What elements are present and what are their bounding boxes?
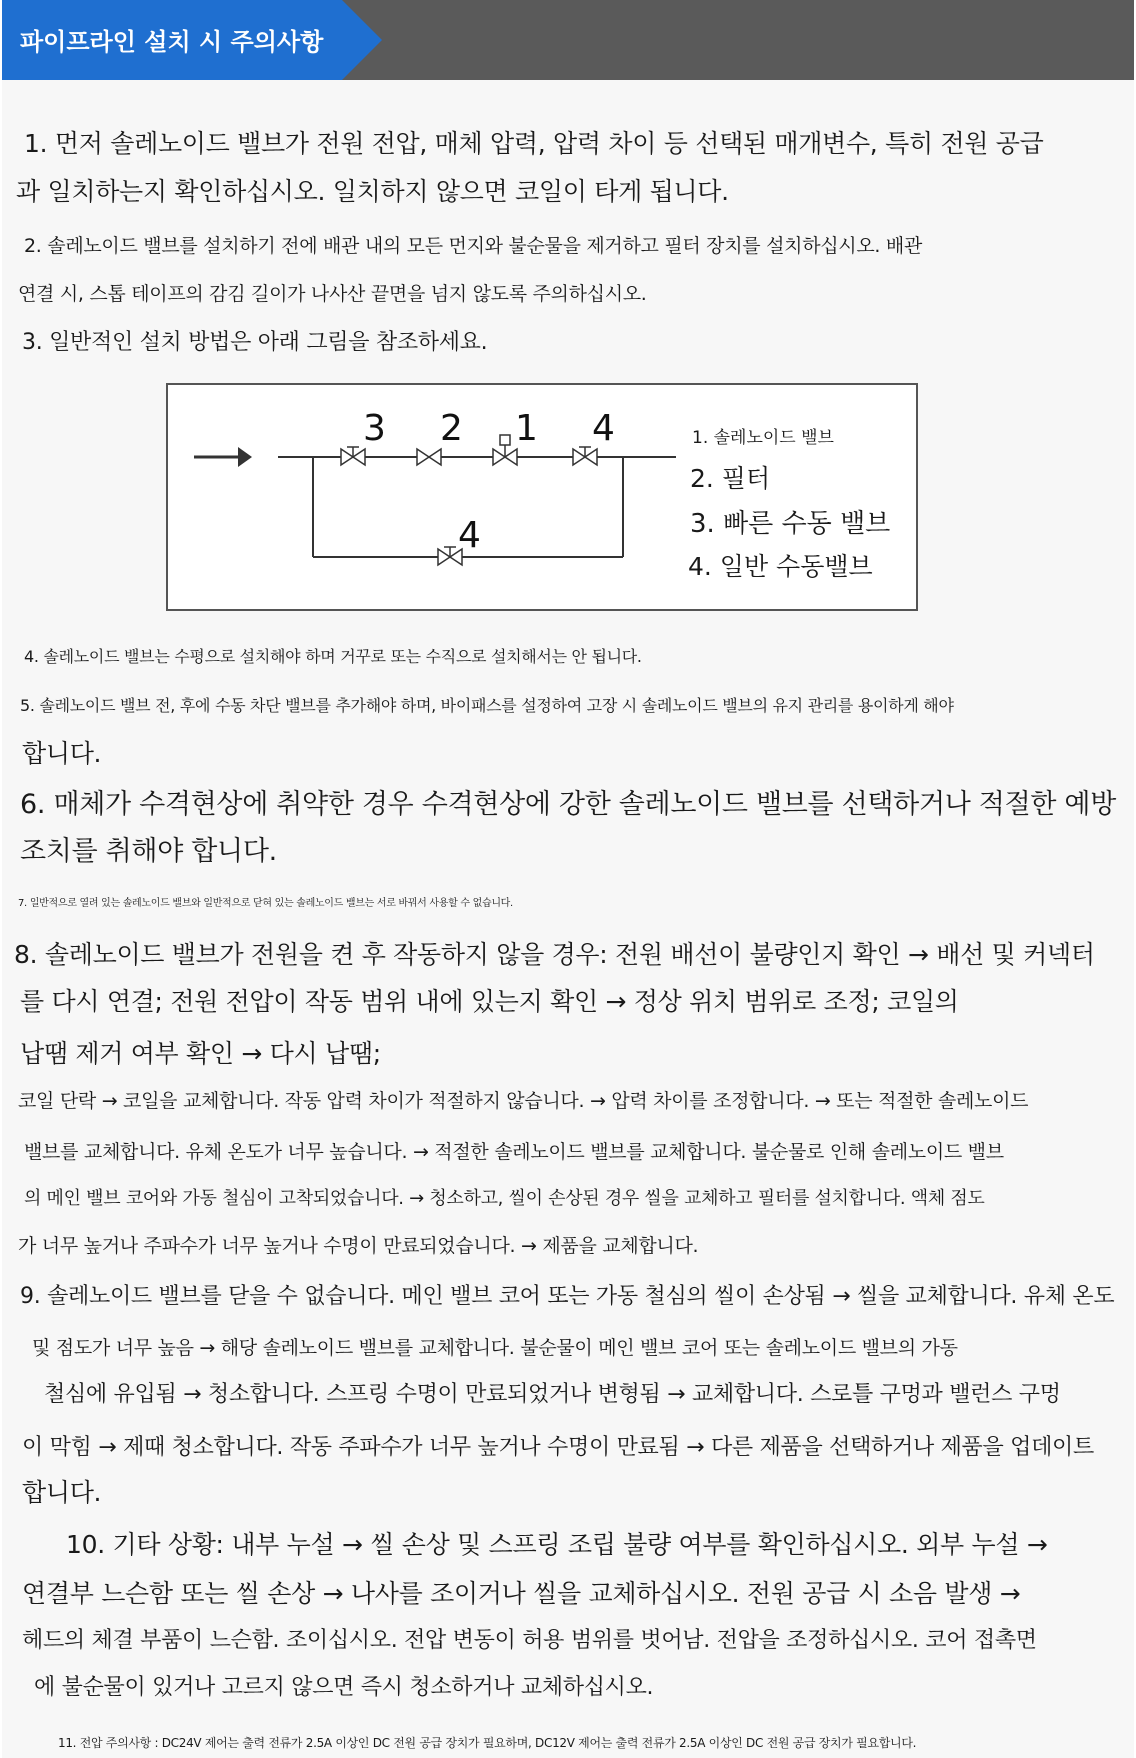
valve-solenoid bbox=[493, 435, 517, 465]
diagram-label-4: 4 bbox=[592, 408, 615, 449]
note-8-line-f: 의 메인 밸브 코어와 가동 철심이 고착되었습니다. → 청소하고, 씰이 손상된 경우 씰을 교체하고 필터를 설치합니다. 액체 점도 bbox=[24, 1188, 985, 1209]
note-5-line-b: 합니다. bbox=[22, 739, 102, 768]
legend-item-solenoid: 1. 솔레노이드 밸브 bbox=[692, 428, 834, 448]
note-9-line-b: 및 점도가 너무 높음 → 해당 솔레노이드 밸브를 교체합니다. 불순물이 메인 밸브 코어 또는 솔레노이드 밸브의 가동 bbox=[32, 1337, 958, 1359]
note-10-line-b: 연결부 느슨함 또는 씰 손상 → 나사를 조이거나 씰을 교체하십시오. 전원 공급 시 소음 발생 → bbox=[22, 1579, 1021, 1608]
note-11: 11. 전압 주의사항 : DC24V 제어는 출력 전류가 2.5A 이상인 DC 전원 공급 장치가 필요하며, DC12V 제어는 출력 전류가 2.5A 이상인 DC 전원 공급 장치가 필요합니다. bbox=[58, 1736, 917, 1750]
note-9-line-e: 합니다. bbox=[22, 1478, 102, 1507]
note-7: 7. 일반적으로 열려 있는 솔레노이드 밸브와 일반적으로 닫혀 있는 솔레노이드 밸브는 서로 바꿔서 사용할 수 없습니다. bbox=[18, 898, 513, 909]
note-9-line-c: 철심에 유입됨 → 청소합니다. 스프링 수명이 만료되었거나 변형됨 → 교체합니다. 스로틀 구멍과 밸런스 구멍 bbox=[44, 1382, 1061, 1407]
legend-item-filter: 2. 필터 bbox=[690, 464, 771, 493]
note-8-line-e: 밸브를 교체합니다. 유체 온도가 너무 높습니다. → 적절한 솔레노이드 밸브를 교체합니다. 불순물로 인해 솔레노이드 밸브 bbox=[24, 1141, 1004, 1163]
note-4: 4. 솔레노이드 밸브는 수평으로 설치해야 하며 거꾸로 또는 수직으로 설치해서는 안 됩니다. bbox=[24, 647, 642, 666]
note-6-line-a: 6. 매체가 수격현상에 취약한 경우 수격현상에 강한 솔레노이드 밸브를 선택하거나 적절한 예방 bbox=[20, 789, 1116, 820]
note-2-line-a: 2. 솔레노이드 밸브를 설치하기 전에 배관 내의 모든 먼지와 불순물을 제거하고 필터 장치를 설치하십시오. 배관 bbox=[24, 235, 923, 257]
valve-quick-manual bbox=[341, 447, 365, 465]
note-8-line-g: 가 너무 높거나 주파수가 너무 높거나 수명이 만료되었습니다. → 제품을 교체합니다. bbox=[18, 1235, 699, 1257]
note-8-line-c: 납땜 제거 여부 확인 → 다시 납땜; bbox=[20, 1039, 381, 1068]
flow-arrow-head bbox=[238, 447, 252, 467]
diagram-label-3: 3 bbox=[363, 408, 386, 449]
valve-manual bbox=[573, 447, 597, 465]
header-title: 파이프라인 설치 시 주의사항 bbox=[20, 28, 324, 56]
page bbox=[2, 0, 1134, 1758]
note-8-line-a: 8. 솔레노이드 밸브가 전원을 켠 후 작동하지 않을 경우: 전원 배선이 불량인지 확인 → 배선 및 커넥터 bbox=[14, 940, 1095, 969]
valve-filter bbox=[417, 449, 441, 465]
legend-item-manual: 4. 일반 수동밸브 bbox=[688, 552, 873, 581]
note-1-line-b: 과 일치하는지 확인하십시오. 일치하지 않으면 코일이 타게 됩니다. bbox=[16, 177, 729, 206]
note-9-line-d: 이 막힘 → 제때 청소합니다. 작동 주파수가 너무 높거나 수명이 만료됨 → 다른 제품을 선택하거나 제품을 업데이트 bbox=[22, 1435, 1094, 1460]
note-2-line-b: 연결 시, 스톱 테이프의 감김 길이가 나사산 끝면을 넘지 않도록 주의하십시오. bbox=[18, 283, 647, 305]
note-6-line-b: 조치를 취해야 합니다. bbox=[20, 836, 277, 867]
installation-diagram bbox=[166, 383, 918, 611]
note-3: 3. 일반적인 설치 방법은 아래 그림을 참조하세요. bbox=[22, 330, 488, 355]
note-10-line-c: 헤드의 체결 부품이 느슨함. 조이십시오. 전압 변동이 허용 범위를 벗어남. 전압을 조정하십시오. 코어 접촉면 bbox=[22, 1628, 1037, 1653]
header-bar bbox=[2, 0, 1134, 80]
diagram-label-2: 2 bbox=[440, 408, 463, 449]
note-10-line-d: 에 불순물이 있거나 고르지 않으면 즉시 청소하거나 교체하십시오. bbox=[34, 1675, 654, 1700]
note-5-line-a: 5. 솔레노이드 밸브 전, 후에 수동 차단 밸브를 추가해야 하며, 바이패스를 설정하여 고장 시 솔레노이드 밸브의 유지 관리를 용이하게 해야 bbox=[20, 696, 954, 715]
note-9-line-a: 9. 솔레노이드 밸브를 닫을 수 없습니다. 메인 밸브 코어 또는 가동 철심의 씰이 손상됨 → 씰을 교체합니다. 유체 온도 bbox=[20, 1284, 1115, 1309]
legend-item-quick-manual: 3. 빠른 수동 밸브 bbox=[690, 509, 891, 539]
note-1-line-a: 1. 먼저 솔레노이드 밸브가 전원 전압, 매체 압력, 압력 차이 등 선택된 매개변수, 특히 전원 공급 bbox=[24, 129, 1044, 158]
note-8-line-d: 코일 단락 → 코일을 교체합니다. 작동 압력 차이가 적절하지 않습니다. → 압력 차이를 조정합니다. → 또는 적절한 솔레노이드 bbox=[18, 1090, 1029, 1112]
note-10-line-a: 10. 기타 상황: 내부 누설 → 씰 손상 및 스프링 조립 불량 여부를 확인하십시오. 외부 누설 → bbox=[66, 1530, 1048, 1559]
note-8-line-b: 를 다시 연결; 전원 전압이 작동 범위 내에 있는지 확인 → 정상 위치 범위로 조정; 코일의 bbox=[20, 987, 959, 1016]
diagram-label-bypass-4: 4 bbox=[458, 515, 481, 556]
diagram-label-1: 1 bbox=[515, 408, 538, 449]
